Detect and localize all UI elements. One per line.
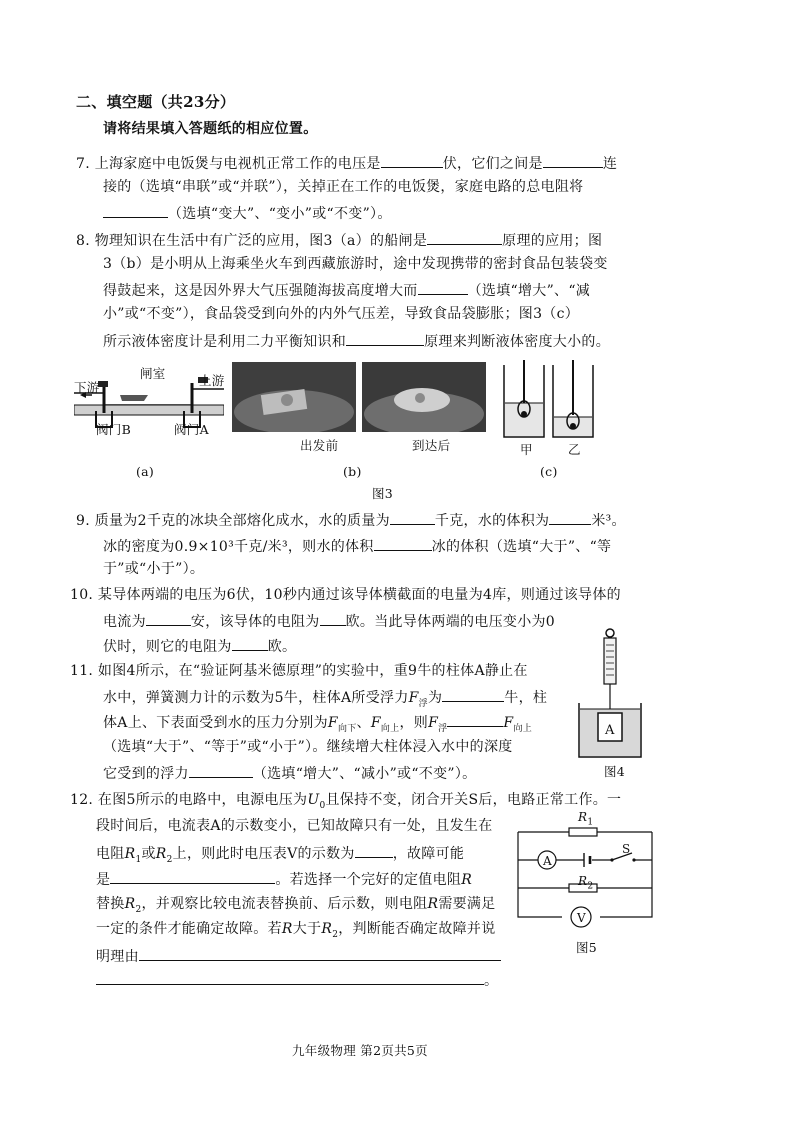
section-title: 二、填空题（共23分） [76,93,236,111]
figure-3-caption: 图3 [372,486,394,501]
q11-text: （选填“大于”、“等于”或“小于”）。继续增大柱体浸入水中的深度 [103,739,513,755]
r2-label: R [578,874,588,888]
q11-symbol: F [408,690,419,706]
q9-text: 冰的密度为0.9×10³千克/米³，则水的体积 [103,539,374,555]
q11-symbol: F [327,715,338,731]
q9-blank-1[interactable] [390,512,435,525]
lock-chamber-label: 闸室 [140,366,166,381]
r1-subscript: 1 [587,817,594,828]
q10-text: 电流为 [103,614,146,630]
q12-symbol: R [427,896,439,912]
q11-blank-3[interactable] [189,765,253,778]
q8-text: 3（b）是小明从上海乘坐火车到西藏旅游时，途中发现携带的密封食品包装袋变 [103,256,608,272]
q10-blank-2[interactable] [320,613,346,626]
q12-text: ，故障可能 [392,846,465,862]
q7-blank-3[interactable] [103,205,168,218]
downstream-label: 下游 [74,380,100,395]
q10-blank-3[interactable] [232,638,268,651]
q12-symbol: U [307,792,320,808]
q11-text: （选填“增大”、“减小”或“不变”）。 [252,766,477,782]
q8-text: 原理的应用；图 [502,233,603,249]
q11-symbol: F [428,715,439,731]
q8-blank-1[interactable] [427,232,502,245]
hydrometer-diagram [496,355,601,443]
q8-text: （选填“增大”、“减 [467,283,591,299]
q8-blank-2[interactable] [418,282,468,295]
q12-text: 需要满足 [438,896,496,912]
q7-text: （选填“变大”、“变小”或“不变”）。 [168,206,392,222]
q11-text: 牛，柱 [504,690,548,706]
q11-blank-1[interactable] [442,689,504,702]
q12-text: 大于 [292,921,322,937]
q12-text: 明理由 [96,949,139,965]
q9-text: 冰的体积（选填“大于”、“等 [431,539,612,555]
r1-label: R [578,810,588,824]
q8-text: 8. 物理知识在生活中有广泛的应用，图3（a）的船闸是 [76,233,428,249]
switch-label: S [622,842,631,856]
q12-text: 。若选择一个完好的定值电阻 [275,872,462,888]
q12-text: 是 [96,872,111,888]
q12-text: 且保持不变，闭合开关S后，电路正常工作。一 [325,792,622,808]
after-label: 到达后 [412,438,451,453]
q12-symbol: R [281,921,293,937]
q9-blank-3[interactable] [374,538,432,551]
q12-blank-2[interactable] [110,871,275,884]
photo-before-departure [232,362,356,432]
q11-subscript: 浮 [438,723,448,734]
q9-text: 9. 质量为2千克的冰块全部熔化成水，水的质量为 [76,513,390,529]
caption-a: (a) [136,464,155,479]
q12-blank-4[interactable] [96,972,484,985]
q11-text: 体A上、下表面受到水的压力分别为 [103,715,328,731]
q8-text: 所示液体密度计是利用二力平衡知识和 [103,334,347,350]
beaker-yi-label: 乙 [568,442,581,457]
q12-symbol: R [461,872,473,888]
q11-subscript: 向下 [337,723,357,734]
ammeter-label: A [543,854,552,868]
q12-text: ，并观察比较电流表替换前、后示数，则电阻 [141,896,428,912]
q12-blank-1[interactable] [355,845,393,858]
q8-text: 原理来判断液体密度大小的。 [424,334,611,350]
q7-blank-1[interactable] [381,155,443,168]
q9-text: 于”或“小于”）。 [103,561,205,577]
q11-symbol: F [503,715,514,731]
q12-subscript: 2 [135,904,142,915]
upstream-label: 上游 [199,373,225,388]
q12-subscript: 0 [319,800,326,811]
beaker-jia-label: 甲 [520,442,533,457]
q12-text: 段时间后，电流表A的示数变小，已知故障只有一处，且发生在 [96,818,493,834]
q10-text: 伏时，则它的电阻为 [103,639,232,655]
q10-text: 10. 某导体两端的电压为6伏，10秒内通过该导体横截面的电量为4库，则通过该导体的 [70,587,621,603]
q12-text: 。 [484,973,499,989]
q11-subscript: 浮 [418,698,428,709]
q12-text: 12. 在图5所示的电路中，电源电压为 [70,792,308,808]
q12-subscript: 2 [166,854,173,865]
q12-text: 上，则此时电压表V的示数为 [172,846,355,862]
photo-after-arrival [362,362,486,432]
voltmeter-label: V [577,911,586,925]
q11-text: 水中，弹簧测力计的示数为5牛，柱体A所受浮力 [103,690,409,706]
q12-subscript: 1 [135,854,142,865]
q11-subscript: 向上 [513,723,533,734]
q9-text: 千克，水的体积为 [434,513,550,529]
archimedes-apparatus [575,625,645,760]
figure-4-caption: 图4 [604,764,626,779]
q10-blank-1[interactable] [146,613,191,626]
q11-text: 、 [356,715,371,731]
caption-b: (b) [343,464,362,479]
q12-symbol: R [321,921,333,937]
q12-symbol: R [155,846,167,862]
q11-text: 为 [427,690,443,706]
q10-text: 欧。当此导体两端的电压变小为0 [345,614,556,630]
q7-text: 接的（选填“串联”或“并联”），关掉正在工作的电饭煲，家庭电路的总电阻将 [103,179,584,195]
q11-text: ，则 [399,715,429,731]
q12-text: ，判断能否确定故障并说 [338,921,496,937]
q12-text: 一定的条件才能确定故障。若 [96,921,282,937]
q11-blank-2[interactable] [447,714,503,727]
q11-symbol: F [370,715,381,731]
q12-symbol: R [124,846,136,862]
caption-c: (c) [540,464,558,479]
q12-subscript: 2 [332,929,339,940]
column-a-label: A [605,723,615,738]
q12-blank-3[interactable] [139,948,501,961]
q8-text: 小”或“不变”），食品袋受到向外的内外气压差，导致食品袋膨胀；图3（c） [103,306,580,322]
q7-text: 7. 上海家庭中电饭煲与电视机正常工作的电压是 [76,156,381,172]
r2-subscript: 2 [587,881,594,892]
valve-a-label: 阀门A [174,422,209,437]
q7-blank-2[interactable] [543,155,603,168]
q8-text: 得鼓起来，这是因外界大气压强随海拔高度增大而 [103,283,418,299]
q11-text: 11. 如图4所示，在“验证阿基米德原理”的实验中，重9牛的柱体A静止在 [70,663,528,679]
q10-text: 安，该导体的电阻为 [190,614,320,630]
q9-blank-2[interactable] [549,512,591,525]
section-instruction: 请将结果填入答题纸的相应位置。 [103,121,318,137]
valve-b-label: 阀门B [96,422,132,437]
q12-text: 或 [141,846,156,862]
q11-subscript: 向上 [380,723,400,734]
q7-text: 伏，它们之间是 [442,156,543,172]
q7-text: 连 [602,156,618,172]
page-footer: 九年级物理 第2页共5页 [292,1043,428,1058]
before-label: 出发前 [300,438,339,453]
q12-symbol: R [124,896,136,912]
q11-text: 它受到的浮力 [103,766,189,782]
q8-blank-3[interactable] [346,333,424,346]
q10-text: 欧。 [267,639,297,655]
figure-5-caption: 图5 [576,940,598,955]
q12-text: 电阻 [96,846,125,862]
q9-text: 米³。 [591,513,626,529]
q12-text: 替换 [96,896,125,912]
